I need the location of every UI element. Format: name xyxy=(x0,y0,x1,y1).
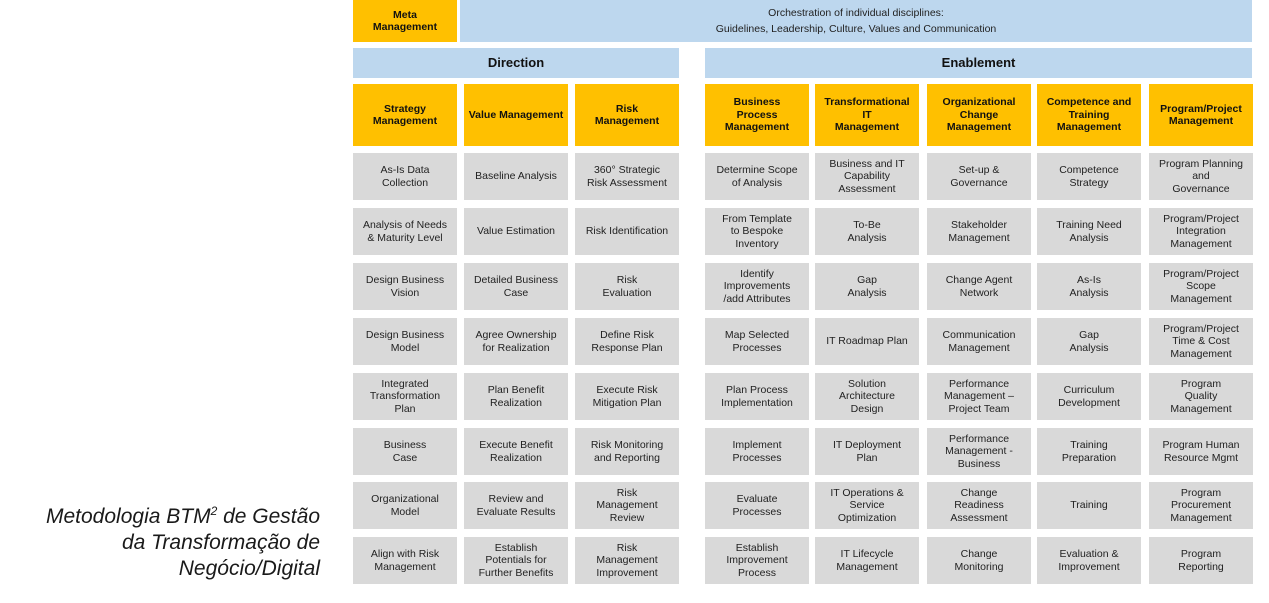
activity-cell: Program Reporting xyxy=(1149,537,1253,584)
activity-cell: Program Procurement Management xyxy=(1149,482,1253,529)
activity-cell: Stakeholder Management xyxy=(927,208,1031,255)
activity-cell: Analysis of Needs & Maturity Level xyxy=(353,208,457,255)
activity-cell: Identify Improvements /add Attributes xyxy=(705,263,809,310)
activity-cell: From Template to Bespoke Inventory xyxy=(705,208,809,255)
activity-cell: Plan Process Implementation xyxy=(705,373,809,420)
activity-cell: Plan Benefit Realization xyxy=(464,373,568,420)
activity-cell: Baseline Analysis xyxy=(464,153,568,200)
activity-cell: Design Business Model xyxy=(353,318,457,365)
activity-cell: Communication Management xyxy=(927,318,1031,365)
activity-cell: Organizational Model xyxy=(353,482,457,529)
activity-cell: Agree Ownership for Realization xyxy=(464,318,568,365)
activity-cell: Solution Architecture Design xyxy=(815,373,919,420)
activity-cell: Risk Monitoring and Reporting xyxy=(575,428,679,475)
activity-cell: Risk Evaluation xyxy=(575,263,679,310)
activity-cell: Performance Management – Project Team xyxy=(927,373,1031,420)
activity-cell: Program/Project Integration Management xyxy=(1149,208,1253,255)
discipline-header: Transformational IT Management xyxy=(815,84,919,146)
activity-cell: IT Roadmap Plan xyxy=(815,318,919,365)
activity-cell: IT Lifecycle Management xyxy=(815,537,919,584)
activity-cell: Risk Management Improvement xyxy=(575,537,679,584)
direction-band: Direction xyxy=(353,48,679,78)
discipline-header: Value Management xyxy=(464,84,568,146)
activity-cell: Risk Identification xyxy=(575,208,679,255)
discipline-header: Business Process Management xyxy=(705,84,809,146)
activity-cell: Value Estimation xyxy=(464,208,568,255)
discipline-header: Risk Management xyxy=(575,84,679,146)
activity-cell: Change Readiness Assessment xyxy=(927,482,1031,529)
activity-cell: Competence Strategy xyxy=(1037,153,1141,200)
activity-cell: 360° Strategic Risk Assessment xyxy=(575,153,679,200)
activity-cell: Program Planning and Governance xyxy=(1149,153,1253,200)
activity-cell: Change Agent Network xyxy=(927,263,1031,310)
activity-cell: To-Be Analysis xyxy=(815,208,919,255)
activity-cell: Implement Processes xyxy=(705,428,809,475)
meta-management-box: Meta Management xyxy=(353,0,457,42)
activity-cell: Determine Scope of Analysis xyxy=(705,153,809,200)
activity-cell: Gap Analysis xyxy=(1037,318,1141,365)
activity-cell: Program Human Resource Mgmt xyxy=(1149,428,1253,475)
activity-cell: Program Quality Management xyxy=(1149,373,1253,420)
activity-cell: Training xyxy=(1037,482,1141,529)
discipline-header: Strategy Management xyxy=(353,84,457,146)
activity-cell: Program/Project Time & Cost Management xyxy=(1149,318,1253,365)
activity-cell: Execute Risk Mitigation Plan xyxy=(575,373,679,420)
activity-cell: Review and Evaluate Results xyxy=(464,482,568,529)
enablement-band: Enablement xyxy=(705,48,1252,78)
activity-cell: Set-up & Governance xyxy=(927,153,1031,200)
discipline-header: Organizational Change Management xyxy=(927,84,1031,146)
activity-cell: Define Risk Response Plan xyxy=(575,318,679,365)
activity-cell: Align with Risk Management xyxy=(353,537,457,584)
activity-cell: Map Selected Processes xyxy=(705,318,809,365)
activity-cell: Detailed Business Case xyxy=(464,263,568,310)
page-caption: Metodologia BTM$^2$ de Gestão da Transformação de Negócio/Digital xyxy=(46,504,320,580)
activity-cell: Risk Management Review xyxy=(575,482,679,529)
activity-cell: IT Operations & Service Optimization xyxy=(815,482,919,529)
activity-cell: Evaluation & Improvement xyxy=(1037,537,1141,584)
activity-cell: Evaluate Processes xyxy=(705,482,809,529)
activity-cell: Change Monitoring xyxy=(927,537,1031,584)
activity-cell: Business Case xyxy=(353,428,457,475)
activity-cell: Gap Analysis xyxy=(815,263,919,310)
discipline-header: Program/Project Management xyxy=(1149,84,1253,146)
activity-cell: Performance Management - Business xyxy=(927,428,1031,475)
activity-cell: Design Business Vision xyxy=(353,263,457,310)
activity-cell: As-Is Analysis xyxy=(1037,263,1141,310)
activity-cell: Execute Benefit Realization xyxy=(464,428,568,475)
activity-cell: Integrated Transformation Plan xyxy=(353,373,457,420)
orchestration-box: Orchestration of individual disciplines: Guidelines, Leadership, Culture, Values and Communication xyxy=(460,0,1252,42)
discipline-header: Competence and Training Management xyxy=(1037,84,1141,146)
activity-cell: Curriculum Development xyxy=(1037,373,1141,420)
activity-cell: Business and IT Capability Assessment xyxy=(815,153,919,200)
activity-cell: Establish Improvement Process xyxy=(705,537,809,584)
activity-cell: IT Deployment Plan xyxy=(815,428,919,475)
activity-cell: Establish Potentials for Further Benefits xyxy=(464,537,568,584)
activity-cell: Training Need Analysis xyxy=(1037,208,1141,255)
activity-cell: Program/Project Scope Management xyxy=(1149,263,1253,310)
activity-cell: As-Is Data Collection xyxy=(353,153,457,200)
activity-cell: Training Preparation xyxy=(1037,428,1141,475)
